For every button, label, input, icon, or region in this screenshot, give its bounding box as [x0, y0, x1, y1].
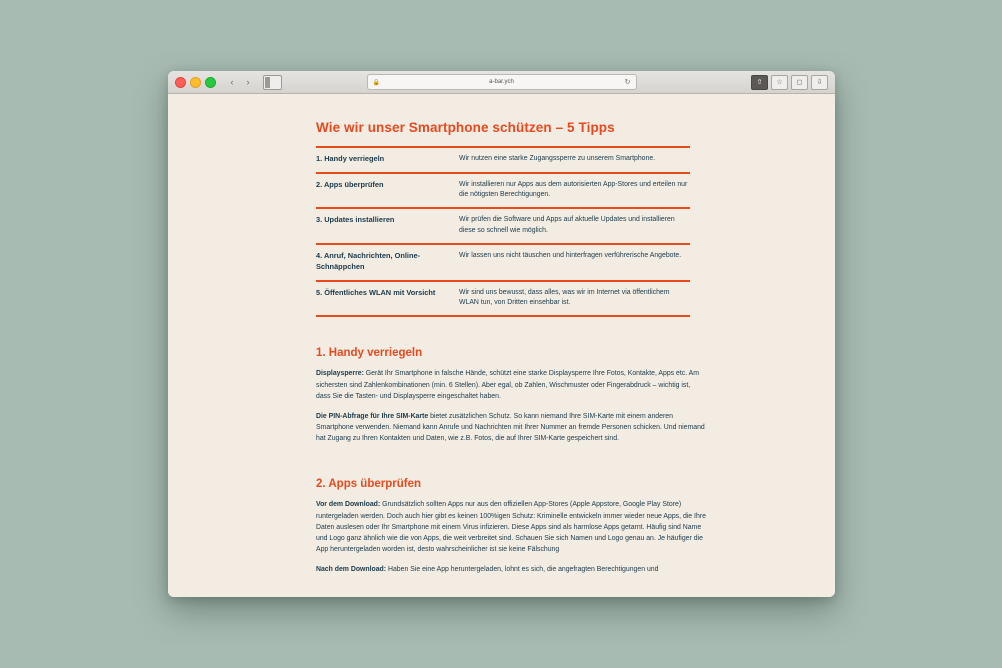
tip-description: Wir nutzen eine starke Zugangssperre zu unserem Smartphone.: [459, 155, 656, 162]
forward-icon[interactable]: ›: [246, 77, 250, 87]
section-heading: 2. Apps überprüfen: [316, 478, 421, 491]
page-viewport: [168, 94, 835, 597]
paragraph: [316, 564, 706, 575]
tip-description: Wir prüfen die Software und Apps auf aktuelle Updates und installieren diese so schnell wie möglich.: [459, 216, 675, 234]
downloads-icon[interactable]: ⇩: [811, 75, 828, 90]
minimize-window-button[interactable]: [190, 77, 201, 88]
paragraph-text: Haben Sie eine App heruntergeladen, lohnt es sich, die angefragten Berechtigungen und: [386, 566, 659, 574]
browser-titlebar: [168, 71, 835, 94]
reload-icon[interactable]: ↻: [624, 79, 631, 86]
tip-number-label: 4. Anruf, Nachrichten, Online-Schnäppchen: [316, 251, 421, 271]
back-icon[interactable]: ‹: [230, 77, 234, 87]
share-icon[interactable]: ⇧: [751, 75, 768, 90]
tip-number-label: 5. Öffentliches WLAN mit Vorsicht: [316, 287, 436, 297]
window-controls: [175, 77, 216, 88]
paragraph: [316, 499, 706, 555]
paragraph: [316, 411, 706, 445]
tip-description: Wir lassen uns nicht täuschen und hinterfragen verführerische Angebote.: [459, 252, 682, 260]
toolbar-right-icons: [751, 75, 828, 90]
tip-description: Wir sind uns bewusst, dass alles, was wir im Internet via öffentlichem WLAN tun, von Dritten einsehbar ist.: [459, 288, 670, 306]
navigation-controls: [225, 75, 282, 90]
table-row: [316, 209, 690, 245]
close-window-button[interactable]: [175, 77, 186, 88]
tip-number-label: 3. Updates installieren: [316, 215, 395, 225]
browser-window: [168, 71, 835, 597]
address-bar-text: a-bar.ych: [489, 79, 514, 85]
table-row: [316, 245, 690, 281]
paragraph-lead: Die PIN-Abfrage für Ihre SIM-Karte: [316, 412, 429, 420]
table-row: [316, 282, 690, 318]
sidebar-icon[interactable]: [263, 75, 282, 90]
table-row: [316, 174, 690, 210]
address-bar[interactable]: [367, 74, 637, 90]
paragraph-text: bietet zusätzlichen Schutz. So kann niemand Ihre SIM-Karte mit einem anderen Smartphone verwenden. Niemand kann Anrufe und Nachrichten mit Ihrer Nummer an fremde Personen schicken. Und niemand hat Zugang zu Ihren Kontakten und Daten, wie z.B. Fotos, die auf Ihrer SIM-Karte gespeichert sind.: [316, 412, 705, 443]
page-content: [168, 94, 835, 576]
lock-icon: 🔒: [372, 79, 380, 86]
maximize-window-button[interactable]: [205, 77, 216, 88]
paragraph-lead: Vor dem Download:: [316, 501, 381, 509]
paragraph-text: Grundsätzlich sollten Apps nur aus den offiziellen App-Stores (Apple Appstore, Google Play Store) runtergeladen werden. Doch auch hier gibt es keinen 100%igen Schutz: Kriminelle entwickeln immer wieder neue Apps, die Ihre Daten auslesen oder Ihr Smartphone mit einem Virus infizieren. Diese Apps sind als harmlose Apps getarnt. Häufig sind Name und Logo ganz ähnlich wie die von Apps, die weit verbreitet sind. Schauen Sie sich Namen und Logo genau an. Je häufiger die App heruntergeladen worden ist, desto wahrscheinlicher ist sie keine Fälschung: [316, 501, 706, 554]
section-apps-ueberpruefen: [316, 478, 706, 575]
tip-number-label: 1. Handy verriegeln: [316, 154, 385, 163]
paragraph-text: Gerät Ihr Smartphone in falsche Hände, schützt eine starke Displaysperre Ihre Fotos, Kontakte, Apps etc. Am sichersten sind Zahlenkombinationen (min. 6 Stellen). Aber egal, ob Zahlen, Wischmuster oder Fingerabdruck – wichtig ist, dass Sie die Tasten- und Displaysperre eingeschaltet haben.: [316, 370, 700, 400]
page-title: Wie wir unser Smartphone schützen – 5 Tipps: [316, 120, 615, 135]
add-bookmark-icon[interactable]: ☆: [771, 75, 788, 90]
paragraph-lead: Nach dem Download:: [316, 566, 387, 574]
tabs-icon[interactable]: ◻: [791, 75, 808, 90]
table-row: [316, 148, 690, 174]
paragraph: [316, 368, 706, 402]
summary-table: [316, 146, 690, 317]
section-handy-verriegeln: [316, 347, 706, 444]
tip-number-label: 2. Apps überprüfen: [316, 179, 384, 189]
tip-description: Wir installieren nur Apps aus dem autorisierten App-Stores und erteilen nur die nötigsten Berechtigungen.: [459, 180, 688, 199]
section-heading: 1. Handy verriegeln: [316, 347, 423, 360]
paragraph-lead: Displaysperre:: [316, 370, 364, 378]
